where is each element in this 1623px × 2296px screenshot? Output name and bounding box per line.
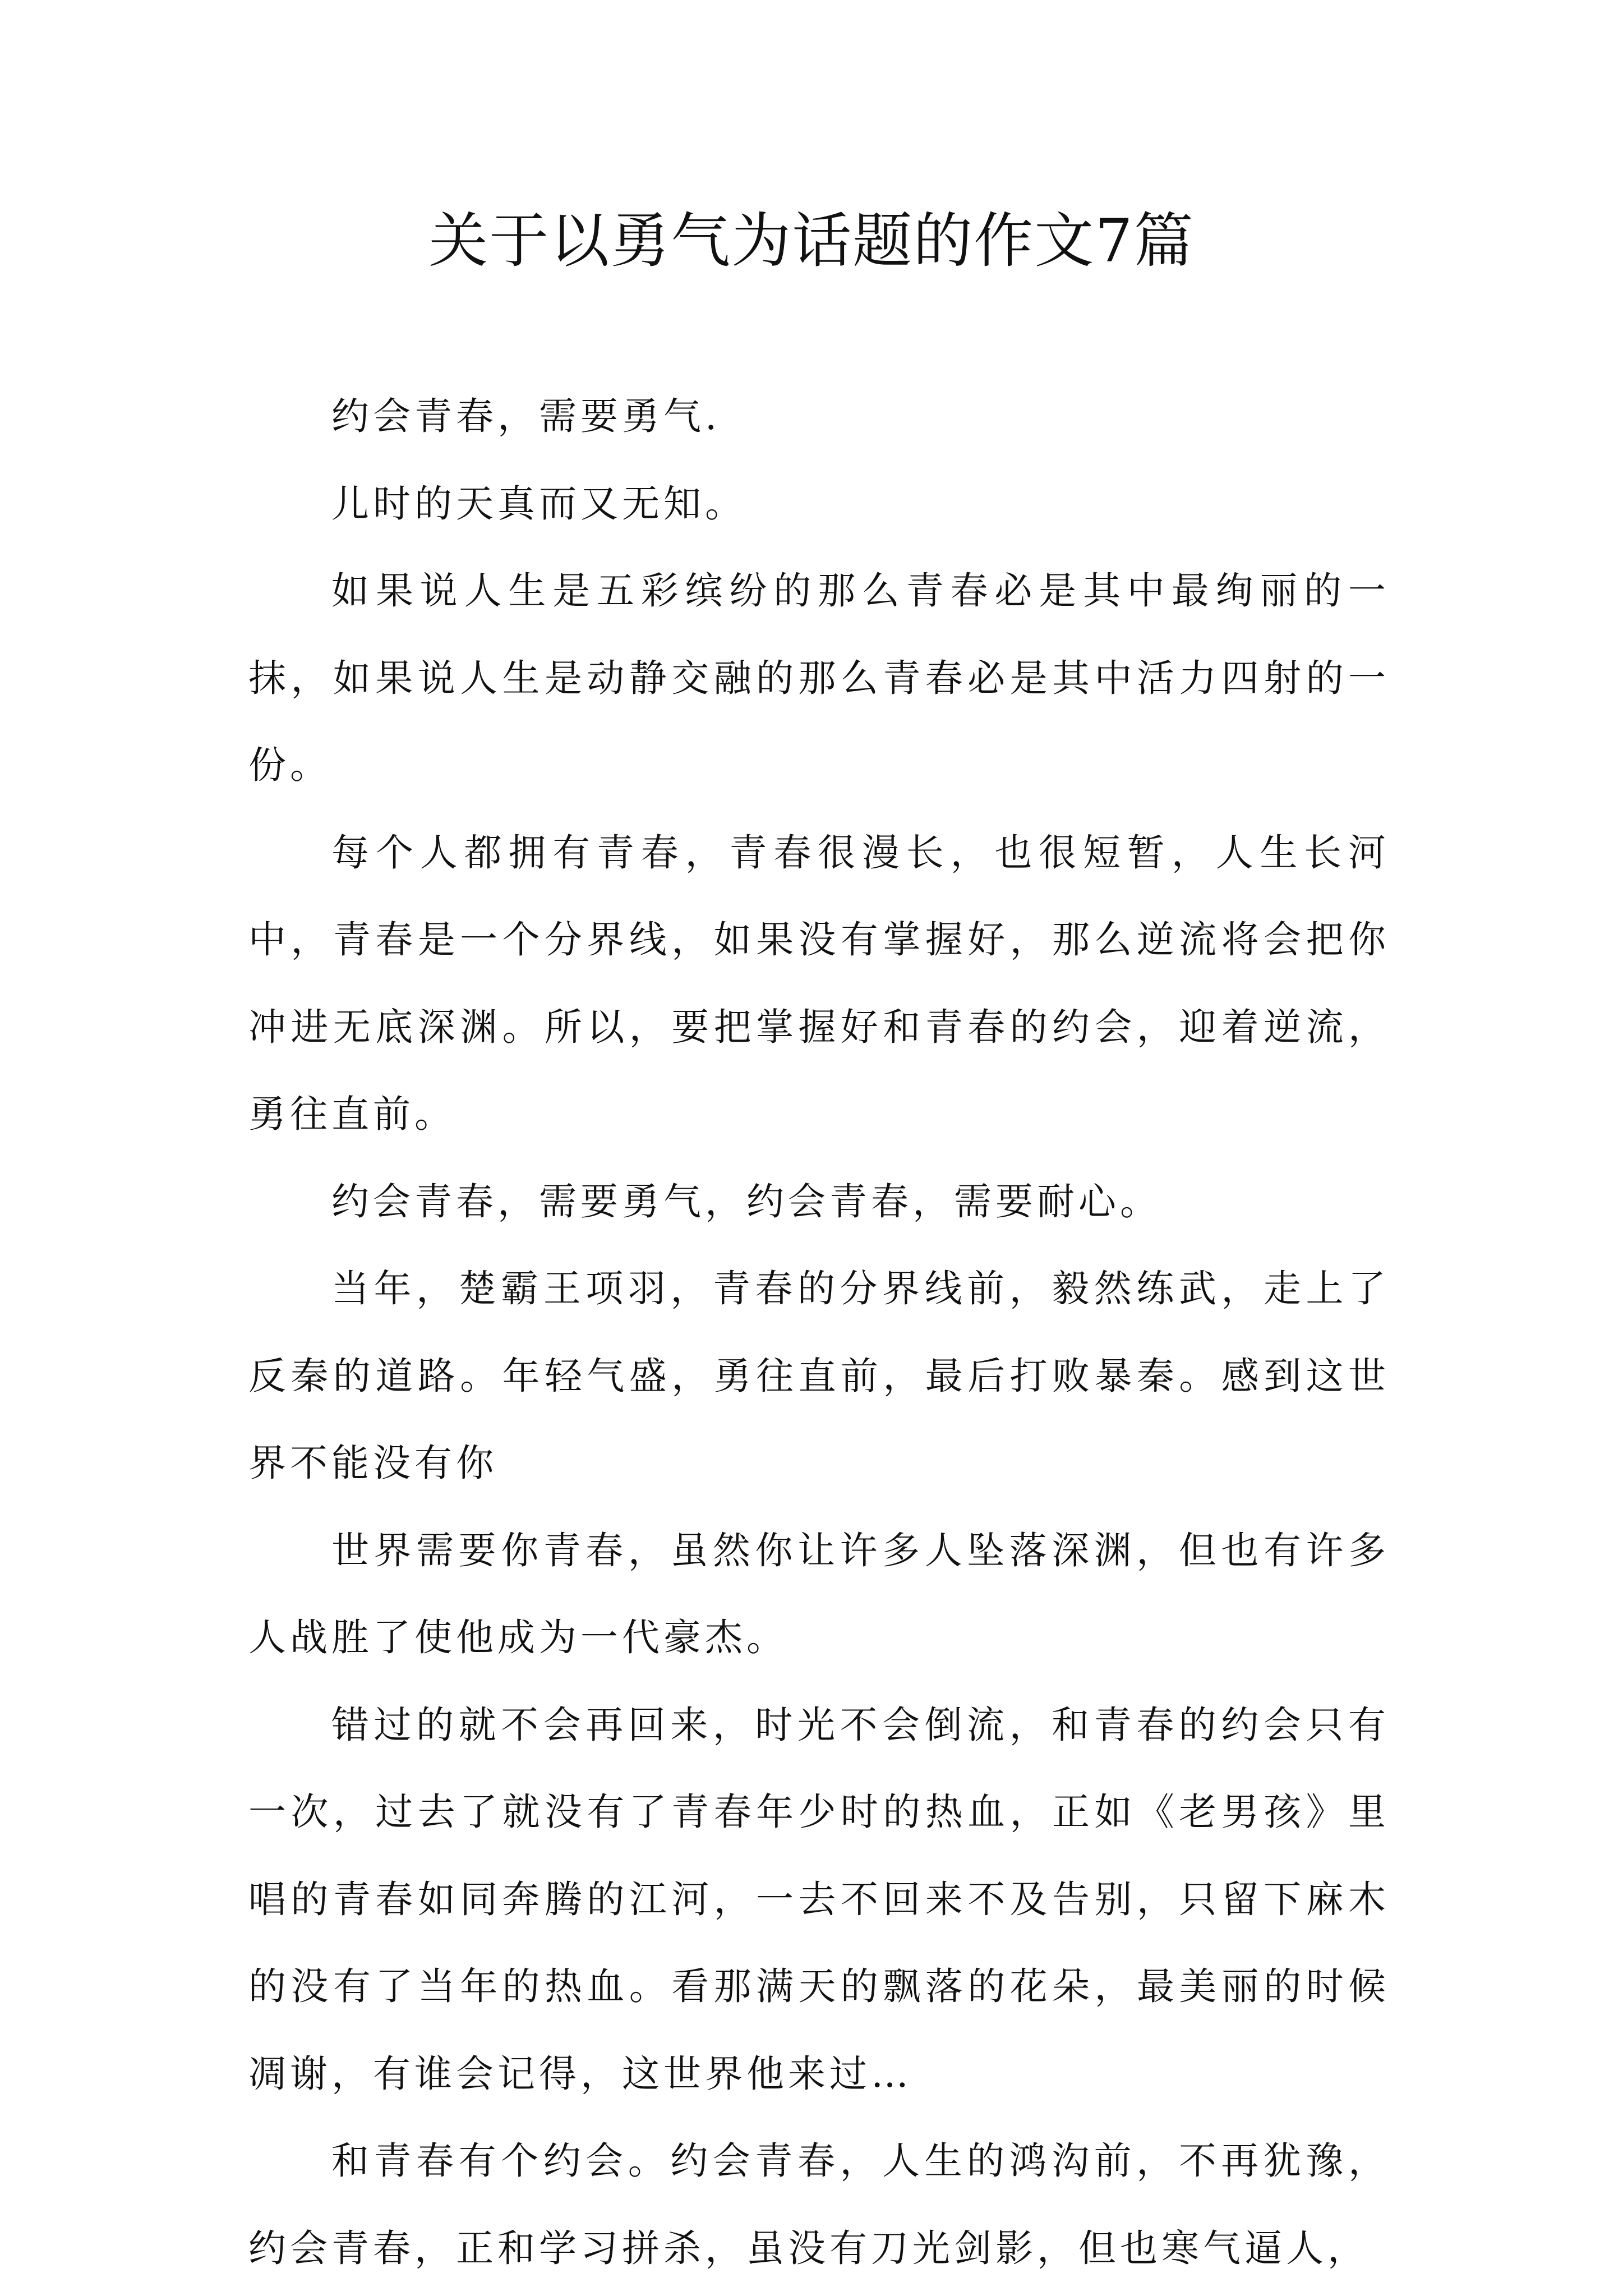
paragraph: 世界需要你青春，虽然你让许多人坠落深渊，但也有许多人战胜了使他成为一代豪杰。 <box>248 1528 1390 1659</box>
paragraph: 和青春有个约会。约会青春，人生的鸿沟前，不再犹豫，约会青春，正和学习拼杀，虽没有刀光剑影，但也寒气逼人， <box>248 2139 1390 2270</box>
paragraph: 每个人都拥有青春，青春很漫长，也很短暂，人生长河中，青春是一个分界线，如果没有掌握好，那么逆流将会把你冲进无底深渊。所以，要把掌握好和青春的约会，迎着逆流，勇往直前。 <box>248 830 1390 1136</box>
paragraph: 当年，楚霸王项羽，青春的分界线前，毅然练武，走上了反秦的道路。年轻气盛，勇往直前，最后打败暴秦。感到这世界不能没有你 <box>248 1267 1390 1485</box>
paragraph: 儿时的天真而又无知。 <box>331 481 746 526</box>
paragraph: 错过的就不会再回来，时光不会倒流，和青春的约会只有一次，过去了就没有了青春年少时的热血，正如《老男孩》里唱的青春如同奔腾的江河，一去不回来不及告别，只留下麻木的没有了当年的热血。看那满天的飘落的花朵，最美丽的时候凋谢，有谁会记得，这世界他来过… <box>248 1703 1390 2096</box>
document-body <box>248 373 1390 2292</box>
paragraph: 约会青春，需要勇气，约会青春，需要耐心。 <box>331 1179 1161 1223</box>
paragraph: 如果说人生是五彩缤纷的那么青春必是其中最绚丽的一抹，如果说人生是动静交融的那么青春必是其中活力四射的一份。 <box>248 569 1390 787</box>
document-title: 关于以勇气为话题的作文7篇 <box>428 206 1195 275</box>
paragraph: 约会青春，需要勇气. <box>331 394 721 438</box>
